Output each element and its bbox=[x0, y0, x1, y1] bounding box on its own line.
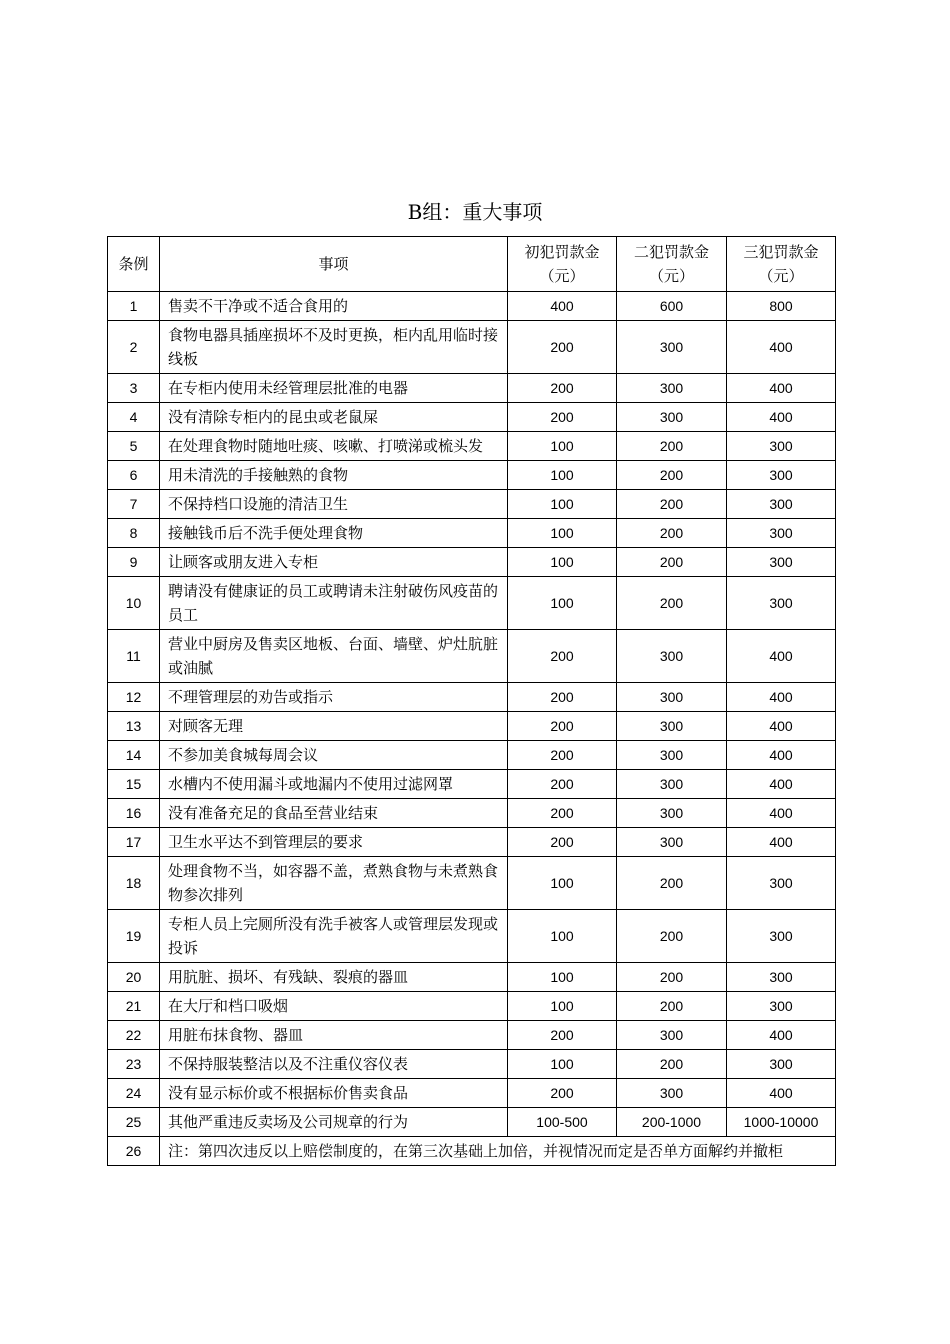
row-item: 其他严重违反卖场及公司规章的行为 bbox=[160, 1108, 508, 1137]
row-first-fine: 200 bbox=[508, 1079, 617, 1108]
row-second-fine: 200 bbox=[617, 490, 727, 519]
row-second-fine: 300 bbox=[617, 403, 727, 432]
row-second-fine: 300 bbox=[617, 712, 727, 741]
table-row bbox=[108, 1079, 836, 1108]
row-item: 在专柜内使用未经管理层批准的电器 bbox=[160, 374, 508, 403]
row-third-fine: 300 bbox=[727, 548, 836, 577]
table-row bbox=[108, 630, 836, 683]
table-row bbox=[108, 519, 836, 548]
row-item: 售卖不干净或不适合食用的 bbox=[160, 292, 508, 321]
row-number: 17 bbox=[108, 828, 160, 857]
table-row bbox=[108, 490, 836, 519]
row-number: 18 bbox=[108, 857, 160, 910]
row-item: 水槽内不使用漏斗或地漏内不使用过滤网罩 bbox=[160, 770, 508, 799]
row-item: 用肮脏、损坏、有残缺、裂痕的器皿 bbox=[160, 963, 508, 992]
row-third-fine: 400 bbox=[727, 828, 836, 857]
row-item: 没有准备充足的食品至营业结束 bbox=[160, 799, 508, 828]
row-item: 接触钱币后不洗手便处理食物 bbox=[160, 519, 508, 548]
penalty-table bbox=[107, 236, 836, 1166]
row-third-fine: 400 bbox=[727, 712, 836, 741]
row-first-fine: 100 bbox=[508, 910, 617, 963]
row-first-fine: 200 bbox=[508, 712, 617, 741]
table-row bbox=[108, 1108, 836, 1137]
row-third-fine: 300 bbox=[727, 992, 836, 1021]
row-number: 19 bbox=[108, 910, 160, 963]
table-note-row bbox=[108, 1137, 836, 1166]
row-number: 8 bbox=[108, 519, 160, 548]
row-item: 没有清除专柜内的昆虫或老鼠屎 bbox=[160, 403, 508, 432]
row-first-fine: 200 bbox=[508, 321, 617, 374]
table-row bbox=[108, 577, 836, 630]
table-body bbox=[108, 292, 836, 1166]
row-second-fine: 600 bbox=[617, 292, 727, 321]
row-second-fine: 300 bbox=[617, 321, 727, 374]
row-third-fine: 400 bbox=[727, 683, 836, 712]
row-third-fine: 400 bbox=[727, 374, 836, 403]
row-second-fine: 200 bbox=[617, 432, 727, 461]
note-row-number: 26 bbox=[108, 1137, 160, 1166]
row-second-fine: 300 bbox=[617, 1079, 727, 1108]
row-number: 15 bbox=[108, 770, 160, 799]
row-second-fine: 200 bbox=[617, 461, 727, 490]
table-row bbox=[108, 321, 836, 374]
page-title: B组：重大事项 bbox=[407, 200, 543, 224]
row-second-fine: 300 bbox=[617, 374, 727, 403]
row-item: 处理食物不当，如容器不盖，煮熟食物与未煮熟食物参次排列 bbox=[160, 857, 508, 910]
row-first-fine: 100 bbox=[508, 1050, 617, 1079]
table-row bbox=[108, 712, 836, 741]
row-second-fine: 200 bbox=[617, 1050, 727, 1079]
table-row bbox=[108, 963, 836, 992]
row-item: 没有显示标价或不根据标价售卖食品 bbox=[160, 1079, 508, 1108]
row-first-fine: 100 bbox=[508, 519, 617, 548]
row-number: 1 bbox=[108, 292, 160, 321]
table-row bbox=[108, 992, 836, 1021]
row-first-fine: 200 bbox=[508, 799, 617, 828]
row-second-fine: 200 bbox=[617, 519, 727, 548]
row-second-fine: 200 bbox=[617, 577, 727, 630]
row-number: 2 bbox=[108, 321, 160, 374]
table-row bbox=[108, 292, 836, 321]
header-index: 条例 bbox=[108, 237, 160, 292]
row-third-fine: 400 bbox=[727, 741, 836, 770]
row-item: 聘请没有健康证的员工或聘请未注射破伤风疫苗的员工 bbox=[160, 577, 508, 630]
row-number: 11 bbox=[108, 630, 160, 683]
row-number: 4 bbox=[108, 403, 160, 432]
row-item: 在处理食物时随地吐痰、咳嗽、打喷涕或梳头发 bbox=[160, 432, 508, 461]
header-second-offense: 二犯罚款金（元） bbox=[617, 237, 727, 292]
row-first-fine: 100 bbox=[508, 963, 617, 992]
row-first-fine: 100 bbox=[508, 857, 617, 910]
row-number: 6 bbox=[108, 461, 160, 490]
row-first-fine: 200 bbox=[508, 828, 617, 857]
row-item: 用未清洗的手接触熟的食物 bbox=[160, 461, 508, 490]
row-first-fine: 200 bbox=[508, 770, 617, 799]
row-second-fine: 200 bbox=[617, 548, 727, 577]
row-second-fine: 300 bbox=[617, 683, 727, 712]
row-third-fine: 300 bbox=[727, 910, 836, 963]
row-number: 21 bbox=[108, 992, 160, 1021]
row-third-fine: 300 bbox=[727, 1050, 836, 1079]
row-third-fine: 300 bbox=[727, 963, 836, 992]
row-number: 10 bbox=[108, 577, 160, 630]
row-first-fine: 100 bbox=[508, 461, 617, 490]
row-third-fine: 400 bbox=[727, 321, 836, 374]
row-number: 5 bbox=[108, 432, 160, 461]
row-third-fine: 800 bbox=[727, 292, 836, 321]
row-first-fine: 100 bbox=[508, 577, 617, 630]
table-row bbox=[108, 799, 836, 828]
table-row bbox=[108, 857, 836, 910]
row-first-fine: 200 bbox=[508, 403, 617, 432]
row-third-fine: 300 bbox=[727, 432, 836, 461]
row-first-fine: 200 bbox=[508, 374, 617, 403]
header-first-offense: 初犯罚款金（元） bbox=[508, 237, 617, 292]
row-third-fine: 400 bbox=[727, 1079, 836, 1108]
row-item: 在大厅和档口吸烟 bbox=[160, 992, 508, 1021]
table-row bbox=[108, 770, 836, 799]
header-third-offense: 三犯罚款金（元） bbox=[727, 237, 836, 292]
table-row bbox=[108, 403, 836, 432]
table-row bbox=[108, 374, 836, 403]
row-item: 让顾客或朋友进入专柜 bbox=[160, 548, 508, 577]
table-row bbox=[108, 1050, 836, 1079]
row-item: 不保持服装整洁以及不注重仪容仪表 bbox=[160, 1050, 508, 1079]
row-number: 22 bbox=[108, 1021, 160, 1050]
row-second-fine: 200 bbox=[617, 992, 727, 1021]
row-number: 13 bbox=[108, 712, 160, 741]
row-number: 25 bbox=[108, 1108, 160, 1137]
row-third-fine: 400 bbox=[727, 799, 836, 828]
row-item: 不保持档口设施的清洁卫生 bbox=[160, 490, 508, 519]
row-first-fine: 100 bbox=[508, 432, 617, 461]
row-number: 9 bbox=[108, 548, 160, 577]
row-third-fine: 300 bbox=[727, 461, 836, 490]
row-second-fine: 300 bbox=[617, 630, 727, 683]
row-first-fine: 200 bbox=[508, 741, 617, 770]
row-third-fine: 300 bbox=[727, 519, 836, 548]
table-row bbox=[108, 548, 836, 577]
row-third-fine: 400 bbox=[727, 770, 836, 799]
row-number: 12 bbox=[108, 683, 160, 712]
row-second-fine: 200 bbox=[617, 963, 727, 992]
row-item: 对顾客无理 bbox=[160, 712, 508, 741]
table-row bbox=[108, 683, 836, 712]
table-row bbox=[108, 910, 836, 963]
row-item: 卫生水平达不到管理层的要求 bbox=[160, 828, 508, 857]
row-second-fine: 300 bbox=[617, 1021, 727, 1050]
row-item: 不理管理层的劝告或指示 bbox=[160, 683, 508, 712]
row-second-fine: 300 bbox=[617, 828, 727, 857]
row-third-fine: 300 bbox=[727, 490, 836, 519]
row-second-fine: 200-1000 bbox=[617, 1108, 727, 1137]
row-third-fine: 1000-10000 bbox=[727, 1108, 836, 1137]
table-row bbox=[108, 828, 836, 857]
table-header-row bbox=[108, 237, 836, 292]
row-number: 3 bbox=[108, 374, 160, 403]
row-first-fine: 200 bbox=[508, 683, 617, 712]
row-second-fine: 200 bbox=[617, 857, 727, 910]
row-first-fine: 100 bbox=[508, 992, 617, 1021]
row-item: 用脏布抹食物、器皿 bbox=[160, 1021, 508, 1050]
table-row bbox=[108, 1021, 836, 1050]
row-second-fine: 300 bbox=[617, 770, 727, 799]
row-third-fine: 300 bbox=[727, 857, 836, 910]
row-first-fine: 200 bbox=[508, 630, 617, 683]
table-row bbox=[108, 741, 836, 770]
table-row bbox=[108, 461, 836, 490]
row-number: 20 bbox=[108, 963, 160, 992]
row-second-fine: 200 bbox=[617, 910, 727, 963]
row-third-fine: 400 bbox=[727, 1021, 836, 1050]
row-item: 不参加美食城每周会议 bbox=[160, 741, 508, 770]
note-text: 注：第四次违反以上赔偿制度的，在第三次基础上加倍，并视情况而定是否单方面解约并撤柜 bbox=[160, 1137, 836, 1166]
row-first-fine: 200 bbox=[508, 1021, 617, 1050]
row-item: 食物电器具插座损坏不及时更换，柜内乱用临时接线板 bbox=[160, 321, 508, 374]
row-first-fine: 400 bbox=[508, 292, 617, 321]
row-number: 23 bbox=[108, 1050, 160, 1079]
row-number: 16 bbox=[108, 799, 160, 828]
row-third-fine: 400 bbox=[727, 403, 836, 432]
row-third-fine: 300 bbox=[727, 577, 836, 630]
row-second-fine: 300 bbox=[617, 741, 727, 770]
row-second-fine: 300 bbox=[617, 799, 727, 828]
row-number: 14 bbox=[108, 741, 160, 770]
row-item: 营业中厨房及售卖区地板、台面、墙壁、炉灶肮脏或油腻 bbox=[160, 630, 508, 683]
row-first-fine: 100 bbox=[508, 548, 617, 577]
row-first-fine: 100-500 bbox=[508, 1108, 617, 1137]
header-item: 事项 bbox=[160, 237, 508, 292]
row-number: 24 bbox=[108, 1079, 160, 1108]
row-third-fine: 400 bbox=[727, 630, 836, 683]
row-number: 7 bbox=[108, 490, 160, 519]
table-row bbox=[108, 432, 836, 461]
row-first-fine: 100 bbox=[508, 490, 617, 519]
row-item: 专柜人员上完厕所没有洗手被客人或管理层发现或投诉 bbox=[160, 910, 508, 963]
